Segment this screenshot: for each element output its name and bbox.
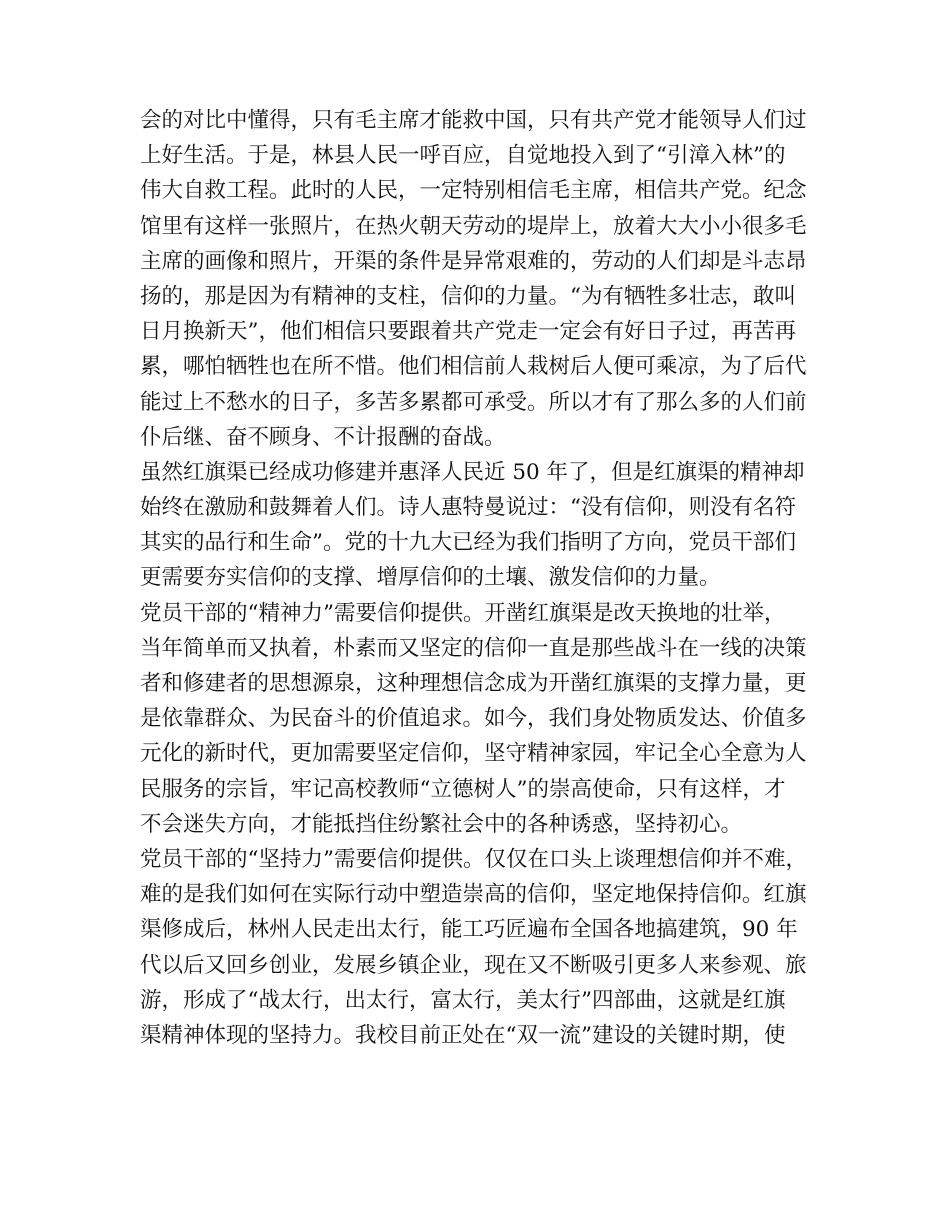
- text-line: 始终在激励和鼓舞着人们。诗人惠特曼说过：“没有信仰，则没有名符: [140, 495, 796, 521]
- text-line: 难的是我们如何在实际行动中塑造崇高的信仰，坚定地保持信仰。红旗: [140, 882, 807, 908]
- text-line: 民服务的宗旨，牢记高校教师“立德树人”的崇高使命，只有这样，才: [140, 776, 786, 802]
- text-line: 仆后继、奋不顾身、不计报酬的奋战。: [140, 424, 506, 450]
- text-line: 其实的品行和生命”。党的十九大已经为我们指明了方向，党员干部们: [140, 530, 796, 556]
- text-line: 不会迷失方向，才能抵挡住纷繁社会中的各种诱惑，坚持初心。: [140, 811, 743, 837]
- text-line: 会的对比中懂得，只有毛主席才能救中国，只有共产党才能领导人们过: [140, 108, 807, 133]
- text-line: 党员干部的“精神力”需要信仰提供。开凿红旗渠是改天换地的壮举，: [140, 600, 786, 626]
- text-line: 伟大自救工程。此时的人民，一定特别相信毛主席，相信共产党。纪念: [140, 178, 807, 204]
- text-line: 渠精神体现的坚持力。我校目前正处在“双一流”建设的关键时期，使: [140, 1022, 786, 1048]
- text-line: 累，哪怕牺牲也在所不惜。他们相信前人栽树后人便可乘凉，为了后代: [140, 354, 807, 380]
- text-line: 当年简单而又执着，朴素而又坚定的信仰一直是那些战斗在一线的决策: [140, 635, 807, 661]
- text-line: 游，形成了“战太行，出太行，富太行，美太行”四部曲，这就是红旗: [140, 987, 786, 1013]
- text-line: 党员干部的“坚持力”需要信仰提供。仅仅在口头上谈理想信仰并不难，: [140, 846, 807, 872]
- text-line: 虽然红旗渠已经成功修建并惠泽人民近 50 年了，但是红旗渠的精神却: [140, 459, 805, 485]
- text-line: 渠修成后，林州人民走出太行，能工巧匠遍布全国各地搞建筑，90 年: [140, 917, 798, 943]
- text-line: 是依靠群众、为民奋斗的价值追求。如今，我们身处物质发达、价值多: [140, 706, 807, 732]
- text-line: 更需要夯实信仰的支撑、增厚信仰的土壤、激发信仰的力量。: [140, 565, 721, 591]
- text-line: 能过上不愁水的日子，多苦多累都可承受。所以才有了那么多的人们前: [140, 389, 807, 415]
- text-line: 扬的，那是因为有精神的支柱，信仰的力量。“为有牺牲多壮志，敢叫: [140, 283, 796, 309]
- body-text: [140, 103, 830, 1053]
- text-line: 日月换新天”，他们相信只要跟着共产党走一定会有好日子过，再苦再: [140, 319, 796, 345]
- text-line: 者和修建者的思想源泉，这种理想信念成为开凿红旗渠的支撑力量，更: [140, 671, 807, 696]
- text-line: 馆里有这样一张照片，在热火朝天劳动的堤岸上，放着大大小小很多毛: [140, 213, 807, 239]
- text-line: 主席的画像和照片，开渠的条件是异常艰难的，劳动的人们却是斗志昂: [140, 248, 807, 274]
- text-line: 代以后又回乡创业，发展乡镇企业，现在又不断吸引更多人来参观、旅: [140, 952, 807, 978]
- text-line: 上好生活。于是，林县人民一呼百应，自觉地投入到了“引漳入林”的: [140, 143, 786, 169]
- text-line: 元化的新时代，更加需要坚定信仰，坚守精神家园，牢记全心全意为人: [140, 741, 807, 767]
